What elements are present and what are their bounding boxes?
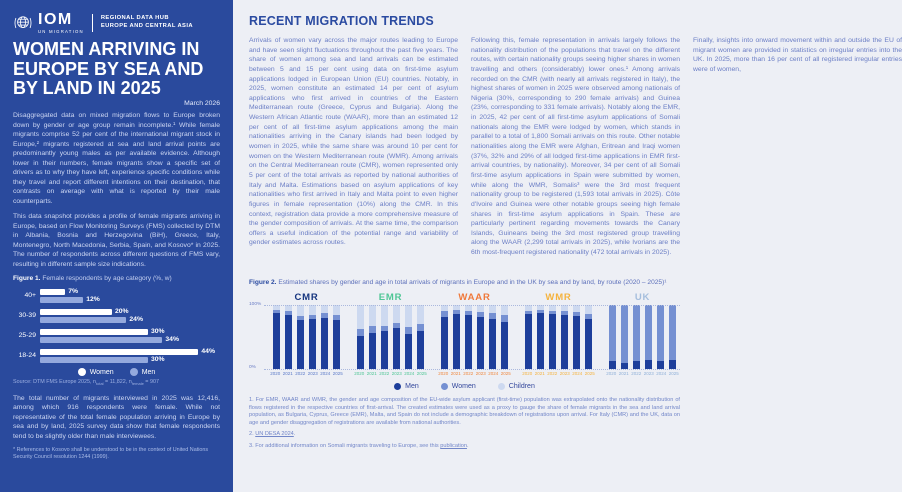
year-label: 2021 bbox=[366, 371, 377, 376]
body-paragraph-2: Following this, female representation in arrivals largely follows the nationality distribution of the populations that travel on the different routes, with certain nationality groups seeing higher shares in women travelling and others (considerably) lower ones.¹ Among arrivals recorded on the CMR (with nearly all arrivals registered in Italy), the highest shares of women in 2025 were observed among nationals of Nigeria (30%, corresponding to 290 female arrivals) and Guinea (23%, corresponding to 331 female arrivals). Notably along the EMR, in 2025, 42 per cent of all first-time asylum applications of Somali nationals along the EMR were lodged by women, which stands in parallel to a total of 1,800 Somali arrivals on this route. Other notable nationalities along the EMR were Afghan, Eritrean and Iraqi women (37%, 32% and 29% of all lodged first-time applications in EMR first-arrival countries, by nationality). Moreover, 34 per cent of all Somali first-time asylum applications in Spain were submitted by women, while along the WMR, Somalis³ were the 3rd most frequent nationality group to be registered (1,593 total arrivals in 2025). Côte d'Ivoire and Guinea were other notable groups seeing high female shares in first-time asylum applications in Spain. These are particularly pertinent regarding movements towards the Canary Islands, Guineans being the 3rd most registered group travelling along the WAAR (2,299 total arrivals in 2025), while Ivorians are the 6th most-frequent registered nationality (472 total arrivals in 2025). bbox=[471, 37, 680, 257]
sidebar-paragraph-3: The total number of migrants interviewed in 2025 was 12,416, among which 916 respondents were female. While not representative of the total female population arriving in Europe by sea and by land, 2025 survey data show that female respondents tend to be slightly older than male interviewees. bbox=[13, 394, 220, 440]
bar-segment-men bbox=[525, 314, 532, 369]
figure2-bar-emr-2020 bbox=[357, 305, 364, 369]
year-label: 2020 bbox=[522, 371, 533, 376]
figure1-bar-men-30-39 bbox=[40, 317, 126, 324]
year-label: 2025 bbox=[584, 371, 595, 376]
gridline-100pct bbox=[264, 305, 680, 306]
figure2-bar-wmr-2021 bbox=[537, 305, 544, 369]
bar-segment-women bbox=[645, 305, 652, 360]
figure1-value-label: 7% bbox=[68, 288, 79, 296]
bar-segment-children bbox=[393, 305, 400, 323]
year-label: 2025 bbox=[668, 371, 679, 376]
figure2-bar-cmr-2020 bbox=[273, 305, 280, 369]
figure1-category-label: 40+ bbox=[24, 292, 36, 300]
bar-segment-men bbox=[501, 322, 508, 369]
figure1-bar-women-30-39 bbox=[40, 309, 112, 316]
bar-segment-men bbox=[489, 319, 496, 369]
figure1-row bbox=[13, 307, 220, 324]
figure2-year-labels bbox=[437, 369, 512, 377]
footnote-3 bbox=[249, 443, 680, 451]
bar-segment-men bbox=[357, 336, 364, 369]
body-text-columns bbox=[249, 36, 902, 274]
figure2-legend-children: Children bbox=[498, 383, 535, 390]
route-label-uk: UK bbox=[634, 292, 651, 303]
figure2-bar-waar-2024 bbox=[489, 305, 496, 369]
figure2-bar-cmr-2024 bbox=[321, 305, 328, 369]
figure2-bar-waar-2021 bbox=[453, 305, 460, 369]
legend-dot-icon bbox=[78, 368, 86, 376]
figure1-legend bbox=[13, 368, 220, 376]
source-text: = 907 bbox=[143, 379, 159, 386]
bar-segment-children bbox=[381, 305, 388, 325]
bar-segment-children bbox=[477, 305, 484, 312]
figure2-bar-waar-2020 bbox=[441, 305, 448, 369]
bar-segment-men bbox=[297, 320, 304, 369]
route-label-cmr: CMR bbox=[294, 292, 319, 303]
footnote-3-text: 3. For additional information on Somali migrants traveling to Europe, see this bbox=[249, 442, 441, 449]
bar-segment-children bbox=[309, 305, 316, 315]
year-label: 2023 bbox=[391, 371, 402, 376]
footnote-2-number: 2. bbox=[249, 431, 256, 438]
year-label: 2021 bbox=[282, 371, 293, 376]
sidebar-paragraph-2: This data snapshot provides a profile of female migrants arriving in Europe, based on Flow Monitoring Surveys (FMS) collected by DTM in Albania, Bosnia and Herzegovina (BiH), Greece, Italy, Montenegro, North Macedonia, Serbia, Spain, and Kosovo* in 2025. The number of respondents across different questions of FMS vary, resulting in different sample size indications. bbox=[13, 213, 220, 268]
year-label: 2022 bbox=[463, 371, 474, 376]
bar-segment-women bbox=[621, 305, 628, 363]
year-label: 2020 bbox=[354, 371, 365, 376]
figure2-bar-cmr-2021 bbox=[285, 305, 292, 369]
year-label: 2025 bbox=[416, 371, 427, 376]
section-heading: RECENT MIGRATION TRENDS bbox=[249, 14, 434, 28]
legend-dot-icon bbox=[498, 383, 505, 390]
bar-segment-men bbox=[645, 360, 652, 369]
figure2-bar-uk-2020 bbox=[609, 305, 616, 369]
figure2-caption-label: Figure 2. bbox=[249, 279, 277, 286]
figure2-bar-waar-2023 bbox=[477, 305, 484, 369]
figure1-row bbox=[13, 287, 220, 304]
figure1-value-label: 30% bbox=[151, 328, 165, 336]
bar-segment-men bbox=[333, 320, 340, 369]
figure2-year-labels bbox=[353, 369, 428, 377]
year-label: 2024 bbox=[656, 371, 667, 376]
year-label: 2024 bbox=[572, 371, 583, 376]
figure1-value-label: 34% bbox=[165, 336, 179, 344]
figure2-bar-wmr-2025 bbox=[585, 305, 592, 369]
bar-segment-children bbox=[405, 305, 412, 327]
figure1-bar-men-40+ bbox=[40, 297, 83, 304]
footnote-3-period: . bbox=[466, 442, 469, 449]
figure1-value-label: 30% bbox=[151, 356, 165, 364]
year-label: 2024 bbox=[404, 371, 415, 376]
figure2-bar-wmr-2022 bbox=[549, 305, 556, 369]
gridline-0pct bbox=[264, 369, 680, 370]
un-migration-label: UN MIGRATION bbox=[38, 28, 84, 34]
year-label: 2021 bbox=[450, 371, 461, 376]
figure2-legend-men: Men bbox=[394, 383, 419, 390]
un-globe-icon bbox=[13, 13, 33, 33]
route-label-wmr: WMR bbox=[545, 292, 572, 303]
figure2-bar-uk-2025 bbox=[669, 305, 676, 369]
figure1-row bbox=[13, 327, 220, 344]
bar-segment-men bbox=[537, 313, 544, 369]
figure2-bar-emr-2025 bbox=[417, 305, 424, 369]
year-label: 2025 bbox=[500, 371, 511, 376]
sidebar-paragraph-1: Disaggregated data on mixed migration flows to Europe broken down by gender or age group remain incomplete.¹ While female migrants comprise 52 per cent of the international migrant stock in Europe,² migrants registered at sea and land arrival points are predominantly young males as per available evidence. Although lower in their numbers, female migrants show a specific set of drivers as to why they have left, experience specific conditions while they travel and report different intentions on their destination, that contrasts on average with what is reported by their male counterparts. bbox=[13, 112, 220, 205]
figure2-bar-wmr-2024 bbox=[573, 305, 580, 369]
figure1-bar-women-40+ bbox=[40, 289, 65, 296]
bar-segment-women bbox=[633, 305, 640, 361]
legend-dot-icon bbox=[441, 383, 448, 390]
figure2-year-labels bbox=[605, 369, 680, 377]
year-label: 2022 bbox=[379, 371, 390, 376]
figure2-bar-wmr-2023 bbox=[561, 305, 568, 369]
figure2-caption bbox=[249, 279, 680, 286]
bar-segment-men bbox=[309, 319, 316, 369]
figure1-value-label: 24% bbox=[129, 316, 143, 324]
year-label: 2022 bbox=[547, 371, 558, 376]
year-label: 2020 bbox=[270, 371, 281, 376]
figure1-caption bbox=[13, 275, 220, 282]
figure2-bar-cmr-2025 bbox=[333, 305, 340, 369]
figure2-year-labels bbox=[269, 369, 344, 377]
bar-segment-men bbox=[369, 333, 376, 369]
footnotes bbox=[249, 397, 680, 450]
year-label: 2025 bbox=[332, 371, 343, 376]
logo-divider bbox=[92, 14, 93, 32]
bar-segment-men bbox=[405, 334, 412, 369]
figure1-caption-text: Female respondents by age category (%, w) bbox=[40, 275, 172, 283]
figure2-bar-uk-2021 bbox=[621, 305, 628, 369]
figure2-bar-waar-2025 bbox=[501, 305, 508, 369]
bar-segment-women bbox=[501, 315, 508, 322]
report-title: WOMEN ARRIVING IN EUROPE BY SEA AND BY LAND IN 2025 bbox=[13, 38, 204, 99]
bar-segment-men bbox=[633, 361, 640, 369]
bar-segment-children bbox=[297, 305, 304, 316]
year-label: 2022 bbox=[295, 371, 306, 376]
main-content bbox=[233, 0, 902, 492]
source-text: = 11,822, n bbox=[103, 379, 132, 386]
year-label: 2023 bbox=[475, 371, 486, 376]
figure2-year-labels bbox=[521, 369, 596, 377]
bar-segment-men bbox=[669, 360, 676, 369]
figure1-row bbox=[13, 347, 220, 364]
figure1-bar-men-18-24 bbox=[40, 357, 148, 364]
figure1-category-label: 18-24 bbox=[18, 352, 36, 360]
un-desa-link[interactable]: UN DESA 2024 bbox=[255, 431, 294, 438]
figure2-chart bbox=[249, 292, 680, 378]
legend-dot-icon bbox=[130, 368, 138, 376]
figure1-category-label: 30-39 bbox=[18, 312, 36, 320]
figure1-caption-label: Figure 1. bbox=[13, 275, 41, 283]
y-axis-tick-100: 100% bbox=[249, 302, 262, 307]
figure1-value-label: 20% bbox=[115, 308, 129, 316]
bar-segment-men bbox=[549, 314, 556, 369]
bar-segment-children bbox=[585, 305, 592, 314]
figure1-legend-women: Women bbox=[78, 368, 114, 376]
figure2-caption-text: Estimated shares by gender and age in total arrivals of migrants in Europe and in the UK by sea and by land, by route (2020 – 2025)¹ bbox=[276, 279, 667, 286]
bar-segment-women bbox=[369, 326, 376, 333]
sidebar bbox=[0, 0, 233, 492]
footnote-2 bbox=[249, 431, 680, 439]
figure2-bar-emr-2024 bbox=[405, 305, 412, 369]
bar-segment-men bbox=[285, 315, 292, 369]
year-label: 2024 bbox=[488, 371, 499, 376]
route-label-emr: EMR bbox=[378, 292, 403, 303]
year-label: 2023 bbox=[307, 371, 318, 376]
bar-segment-children bbox=[321, 305, 328, 313]
bar-segment-men bbox=[381, 331, 388, 369]
bar-segment-children bbox=[573, 305, 580, 312]
year-label: 2021 bbox=[534, 371, 545, 376]
bar-segment-children bbox=[501, 305, 508, 315]
hub-line1: REGIONAL DATA HUB bbox=[100, 15, 169, 22]
report-date: March 2026 bbox=[184, 100, 220, 108]
figure1-source bbox=[13, 379, 220, 386]
figure1-legend-men: Men bbox=[130, 368, 156, 376]
body-paragraph-3: Finally, insights into onward movement within and outside the EU of migrant women are provided in statistics on irregular entries into the UK. In 2025, more than 16 per cent of all registered irregular entries were of women, bbox=[693, 37, 902, 73]
bar-segment-men bbox=[657, 361, 664, 369]
bar-segment-men bbox=[273, 313, 280, 369]
footnote-1: 1. For EMR, WAAR and WMR, the gender and age composition of the EU-wide asylum applicant (first-time) population was extrapolated onto the nationality distribution of flows registered in the respective countries of first-arrival. The created estimates were used as a proxy to gauge the share of female migrants in the sea and land arrival population, as Bulgaria, Cyprus, Greece (EMR), Malta, and Spain do not include a demographic breakdown of registrations upon arrival. For Italy (CMR) and the UK, data on age and gender disaggregation of registrations are available from national authorities. bbox=[249, 397, 680, 426]
bar-segment-men bbox=[465, 315, 472, 369]
figure2-bar-cmr-2022 bbox=[297, 305, 304, 369]
source-text: Source: DTM FMS Europe 2025, n bbox=[13, 379, 96, 386]
legend-dot-icon bbox=[394, 383, 401, 390]
source-subscript-female: female bbox=[131, 381, 144, 387]
figure1-value-label: 12% bbox=[86, 296, 100, 304]
bar-segment-children bbox=[489, 305, 496, 313]
bar-segment-men bbox=[573, 316, 580, 369]
year-label: 2020 bbox=[438, 371, 449, 376]
figure2-bar-emr-2022 bbox=[381, 305, 388, 369]
kosovo-footnote: * References to Kosovo shall be understood to be in the context of United Nations Security Council resolution 1244 (1999). bbox=[13, 447, 209, 461]
year-label: 2023 bbox=[643, 371, 654, 376]
figure2-bar-waar-2022 bbox=[465, 305, 472, 369]
bar-segment-men bbox=[561, 315, 568, 369]
bar-segment-men bbox=[453, 314, 460, 369]
bar-segment-children bbox=[369, 305, 376, 325]
bar-segment-men bbox=[585, 319, 592, 369]
year-label: 2020 bbox=[606, 371, 617, 376]
figure1-value-label: 44% bbox=[201, 348, 215, 356]
figure2-bar-wmr-2020 bbox=[525, 305, 532, 369]
bar-segment-men bbox=[321, 318, 328, 369]
y-axis-tick-0: 0% bbox=[249, 365, 256, 370]
year-label: 2022 bbox=[631, 371, 642, 376]
bar-segment-men bbox=[441, 317, 448, 369]
source-subscript-total: total bbox=[96, 381, 104, 387]
figure1-category-label: 25-29 bbox=[18, 332, 36, 340]
figure2-bar-emr-2023 bbox=[393, 305, 400, 369]
figure2-bar-uk-2023 bbox=[645, 305, 652, 369]
bar-segment-men bbox=[393, 328, 400, 369]
route-label-waar: WAAR bbox=[458, 292, 491, 303]
figure2-bar-uk-2022 bbox=[633, 305, 640, 369]
figure2-bar-cmr-2023 bbox=[309, 305, 316, 369]
figure2-bar-uk-2024 bbox=[657, 305, 664, 369]
bar-segment-women bbox=[609, 305, 616, 361]
figure1-bar-men-25-29 bbox=[40, 337, 162, 344]
bar-segment-men bbox=[609, 361, 616, 369]
figure2-bar-emr-2021 bbox=[369, 305, 376, 369]
iom-label: IOM bbox=[38, 11, 73, 28]
bar-segment-men bbox=[477, 317, 484, 369]
iom-logo bbox=[13, 12, 220, 34]
figure1-bar-women-18-24 bbox=[40, 349, 198, 356]
iom-wordmark bbox=[38, 12, 84, 34]
publication-link[interactable]: publication bbox=[440, 442, 467, 449]
figure2-legend bbox=[249, 383, 680, 390]
bar-segment-children bbox=[357, 305, 364, 329]
hub-line2: EUROPE AND CENTRAL ASIA bbox=[100, 22, 193, 29]
figure2-legend-women: Women bbox=[441, 383, 476, 390]
bar-segment-women bbox=[405, 327, 412, 335]
year-label: 2024 bbox=[320, 371, 331, 376]
bar-segment-children bbox=[333, 305, 340, 315]
footnote-2-period: . bbox=[293, 431, 296, 438]
year-label: 2023 bbox=[559, 371, 570, 376]
bar-segment-women bbox=[669, 305, 676, 360]
bar-segment-men bbox=[417, 331, 424, 369]
bar-segment-women bbox=[417, 324, 424, 331]
body-paragraph-1: Arrivals of women vary across the major routes leading to Europe and have seen slight fluctuations throughout the past five years. The share of women among sea and land arrivals can be estimated between 5 and 15 per cent using data on first-time asylum applications lodged in European Union (EU) countries. Notably, in 2025, women constitute an estimated 14 per cent of asylum applications who first arrived in countries of the Eastern Mediterranean route (Greece, Cyprus and Bulgaria). Along the Western African Atlantic route (WAAR), more than an estimated 12 per cent of all first-time asylum applications among the main nationalities arriving in the Canary islands had been lodged by women in 2025, while the same share was around 10 per cent for women on the Western Mediterranean route (WMR). Among arrivals on the Central Mediterranean route (CMR), women represented only 5 per cent of the total arrivals as reported by national authorities of Italy and Malta. Estimations based on asylum applications of key nationalities who first arrived in Italy and Malta point to even higher figures in female representation (10%) along the CMR. In this context, registration data provide a more comprehensive measure of the gender composition of arrivals. At the same time, the comparison offers a useful indication of the potential range and variability of gender estimates across routes. bbox=[249, 37, 458, 247]
bar-segment-children bbox=[417, 305, 424, 324]
regional-hub-label bbox=[101, 15, 193, 30]
bar-segment-women bbox=[657, 305, 664, 361]
year-label: 2021 bbox=[618, 371, 629, 376]
figure1-chart bbox=[13, 287, 220, 364]
figure1-bar-women-25-29 bbox=[40, 329, 148, 336]
